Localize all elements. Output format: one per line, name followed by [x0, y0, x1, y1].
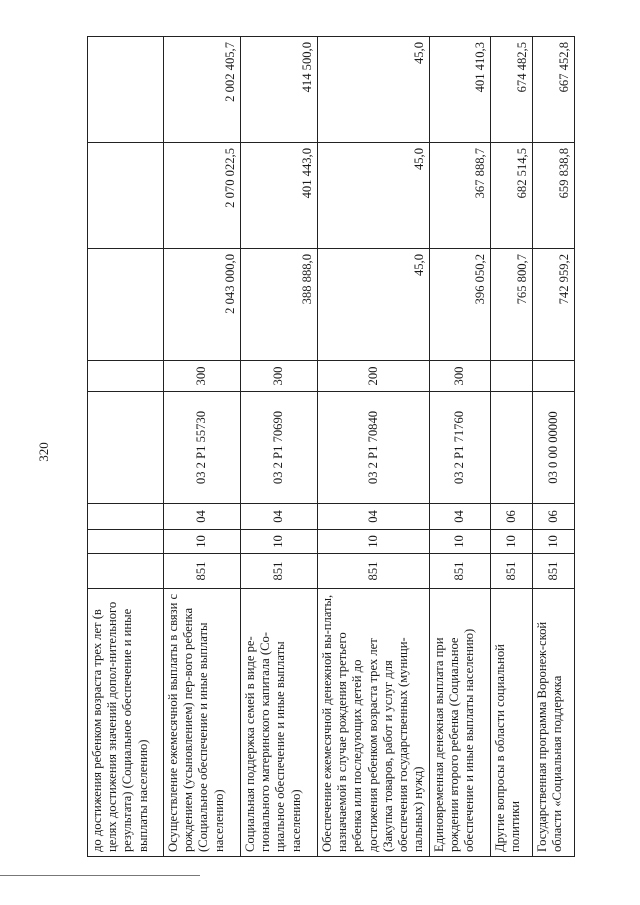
- grbs-code: 851: [164, 554, 241, 589]
- expense-type-code: 300: [241, 361, 318, 392]
- section-code: 10: [164, 530, 241, 554]
- subsection-code: 06: [533, 504, 575, 530]
- row-description: Другие вопросы в области социальной политики: [491, 589, 533, 857]
- subsection-code: 04: [164, 504, 241, 530]
- row-description: Осуществление ежемесячной выплаты в связи с рождением (усыновлением) пер-вого ребенка (Социальное обеспечение и иные выплаты населению): [164, 589, 241, 857]
- amount-year-1: 45,0: [318, 249, 430, 361]
- amount-year-3: 45,0: [318, 37, 430, 143]
- budget-table: [87, 36, 575, 857]
- amount-year-2: 45,0: [318, 143, 430, 249]
- section-code: 10: [241, 530, 318, 554]
- table-row: [241, 37, 318, 857]
- target-article-code: 03 2 P1 55730: [164, 392, 241, 504]
- target-article-code: 03 0 00 00000: [533, 392, 575, 504]
- amount-year-2: [88, 143, 164, 249]
- section-code: 10: [430, 530, 491, 554]
- target-article-code: 03 2 P1 70690: [241, 392, 318, 504]
- row-description: Обеспечение ежемесячной денежной вы-платы, назначаемой в случае рождения третьего ребенка или последующих детей до достижения ребенком возраста трех лет (Закупка товаров, работ и услуг для обеспечения государственных (муници-пальных) нужд): [318, 589, 430, 857]
- amount-year-2: 367 888,7: [430, 143, 491, 249]
- subsection-code: 04: [241, 504, 318, 530]
- amount-year-2: 401 443,0: [241, 143, 318, 249]
- amount-year-2: 659 838,8: [533, 143, 575, 249]
- table-row: [491, 37, 533, 857]
- footer-rule: [0, 875, 200, 876]
- table-row: [88, 37, 164, 857]
- expense-type-code: [491, 361, 533, 392]
- row-description: Государственная программа Воронеж-ской области «Социальная поддержка: [533, 589, 575, 857]
- row-description: Единовременная денежная выплата при рождении второго ребенка (Социальное обеспечение и иные выплаты населению): [430, 589, 491, 857]
- table-row: [318, 37, 430, 857]
- amount-year-3: 667 452,8: [533, 37, 575, 143]
- expense-type-code: [88, 361, 164, 392]
- section-code: 10: [318, 530, 430, 554]
- rotated-table-wrapper: [87, 37, 592, 857]
- amount-year-1: 2 043 000,0: [164, 249, 241, 361]
- amount-year-3: 401 410,3: [430, 37, 491, 143]
- amount-year-1: 396 050,2: [430, 249, 491, 361]
- expense-type-code: 300: [164, 361, 241, 392]
- amount-year-2: 2 070 022,5: [164, 143, 241, 249]
- target-article-code: 03 2 P1 70840: [318, 392, 430, 504]
- row-description: Социальная поддержка семей в виде ре-гионального материнского капитала (Со-циальное обеспечение и иные выплаты населению): [241, 589, 318, 857]
- subsection-code: 06: [491, 504, 533, 530]
- grbs-code: 851: [430, 554, 491, 589]
- expense-type-code: 200: [318, 361, 430, 392]
- section-code: 10: [533, 530, 575, 554]
- subsection-code: 04: [318, 504, 430, 530]
- subsection-code: [88, 504, 164, 530]
- target-article-code: 03 2 P1 71760: [430, 392, 491, 504]
- section-code: 10: [491, 530, 533, 554]
- target-article-code: [88, 392, 164, 504]
- amount-year-1: 388 888,0: [241, 249, 318, 361]
- amount-year-1: [88, 249, 164, 361]
- grbs-code: 851: [318, 554, 430, 589]
- grbs-code: 851: [533, 554, 575, 589]
- page-number: 320: [36, 442, 51, 462]
- amount-year-1: 765 800,7: [491, 249, 533, 361]
- grbs-code: 851: [491, 554, 533, 589]
- table-row: [533, 37, 575, 857]
- amount-year-2: 682 514,5: [491, 143, 533, 249]
- row-description: до достижения ребенком возраста трех лет (в целях достижения значений допол-нительного результата) (Социальное обеспечение и иные выплаты населению): [88, 589, 164, 857]
- table-row: [164, 37, 241, 857]
- amount-year-3: 414 500,0: [241, 37, 318, 143]
- subsection-code: 04: [430, 504, 491, 530]
- amount-year-3: [88, 37, 164, 143]
- grbs-code: [88, 554, 164, 589]
- amount-year-3: 2 002 405,7: [164, 37, 241, 143]
- expense-type-code: 300: [430, 361, 491, 392]
- grbs-code: 851: [241, 554, 318, 589]
- target-article-code: [491, 392, 533, 504]
- expense-type-code: [533, 361, 575, 392]
- section-code: [88, 530, 164, 554]
- table-row: [430, 37, 491, 857]
- amount-year-3: 674 482,5: [491, 37, 533, 143]
- amount-year-1: 742 959,2: [533, 249, 575, 361]
